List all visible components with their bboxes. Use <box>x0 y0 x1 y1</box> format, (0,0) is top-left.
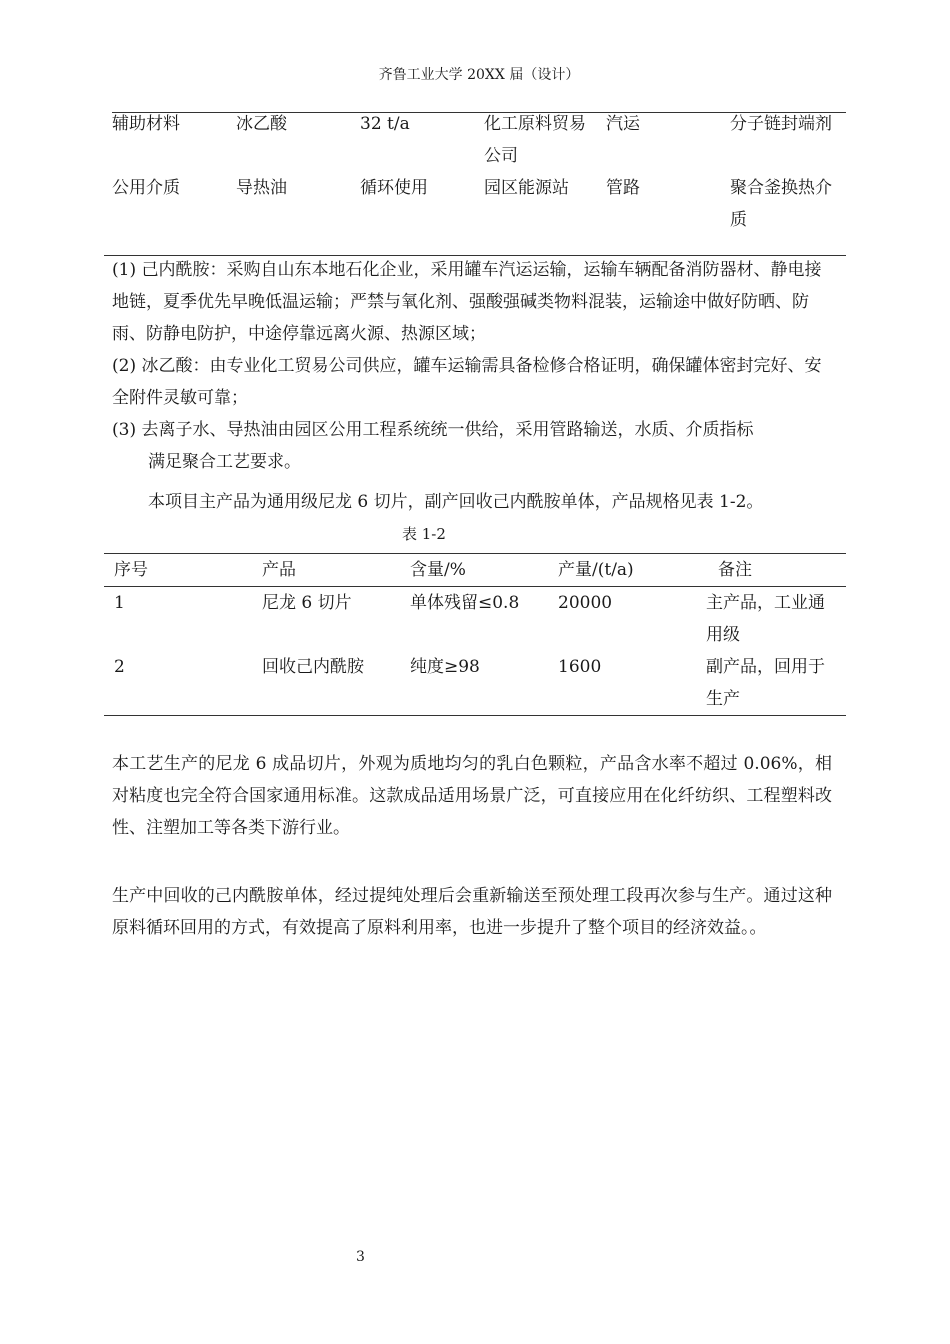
note-item <box>112 414 836 478</box>
column-header: 含量/% <box>400 554 548 587</box>
material-table <box>104 108 846 236</box>
column-header: 产品 <box>252 554 400 587</box>
table-cell: 化工原料贸易公司 <box>484 114 586 166</box>
column-header: 序号 <box>104 554 252 587</box>
table-cell: 回收己内酰胺 <box>252 651 400 716</box>
table-cell: 20000 <box>558 593 613 613</box>
table-cell: 主产品，工业通用级 <box>706 593 825 645</box>
table-cell: 辅助材料 <box>112 114 180 134</box>
table-cell: 导热油 <box>236 178 287 198</box>
table-cell: 2 <box>104 651 252 716</box>
table-row <box>104 108 846 172</box>
table-cell: 副产品，回用于生产 <box>696 651 846 716</box>
note-number: (1) <box>112 260 137 280</box>
table-cell: 单体残留≤0.8 <box>410 593 520 613</box>
table-row <box>104 172 846 236</box>
table-cell: 汽运 <box>606 114 640 134</box>
product-table <box>104 553 846 716</box>
table-cell: 1600 <box>548 651 696 716</box>
table-cell: 公用介质 <box>112 178 180 198</box>
table-cell: 32 t/a <box>360 114 410 134</box>
intro-paragraph: 本项目主产品为通用级尼龙 6 切片，副产回收己内酰胺单体，产品规格见表 1-2。 <box>148 492 764 512</box>
table-cell: 管路 <box>606 178 640 198</box>
note-item <box>112 350 836 414</box>
table-row <box>104 651 846 716</box>
table-header-row <box>104 554 846 587</box>
column-header: 备注 <box>696 554 846 587</box>
table-cell: 园区能源站 <box>484 178 569 198</box>
table-cell: 聚合釜换热介质 <box>730 178 832 230</box>
note-text: 己内酰胺：采购自山东本地石化企业，采用罐车汽运运输，运输车辆配备消防器材、静电接地链，夏季优先早晚低温运输；严禁与氧化剂、强酸强碱类物料混装，运输途中做好防晒、防雨、防静电防护，中途停靠远离火源、热源区域； <box>112 260 822 344</box>
note-continuation: 满足聚合工艺要求。 <box>148 452 301 472</box>
body-paragraph: 本工艺生产的尼龙 6 成品切片，外观为质地均匀的乳白色颗粒，产品含水率不超过 0.06%，相对粘度也完全符合国家通用标准。这款成品适用场景广泛，可直接应用在化纤纺织、工程塑料改性、注塑加工等各类下游行业。 <box>112 754 832 838</box>
page-number: 3 <box>356 1249 365 1265</box>
note-text: 去离子水、导热油由园区公用工程系统统一供给，采用管路输送，水质、介质指标 <box>141 420 754 440</box>
column-header: 产量/(t/a) <box>548 554 696 587</box>
note-number: (2) <box>112 356 137 376</box>
table-cell: 冰乙酸 <box>236 114 287 134</box>
table-caption: 表 1-2 <box>402 525 446 543</box>
table-cell: 1 <box>114 593 125 613</box>
note-number: (3) <box>112 420 137 440</box>
page-header: 齐鲁工业大学 20XX 届（设计） <box>378 67 580 83</box>
note-text: 冰乙酸：由专业化工贸易公司供应，罐车运输需具备检修合格证明，确保罐体密封完好、安全附件灵敏可靠； <box>112 356 822 408</box>
table-cell: 纯度≥98 <box>400 651 548 716</box>
table-cell: 分子链封端剂 <box>730 114 832 134</box>
table-cell: 尼龙 6 切片 <box>262 593 352 613</box>
table-row <box>104 587 846 652</box>
note-item <box>112 254 836 350</box>
table-cell: 循环使用 <box>360 178 428 198</box>
body-paragraph: 生产中回收的己内酰胺单体，经过提纯处理后会重新输送至预处理工段再次参与生产。通过这种原料循环回用的方式，有效提高了原料利用率，也进一步提升了整个项目的经济效益。。 <box>112 886 832 938</box>
